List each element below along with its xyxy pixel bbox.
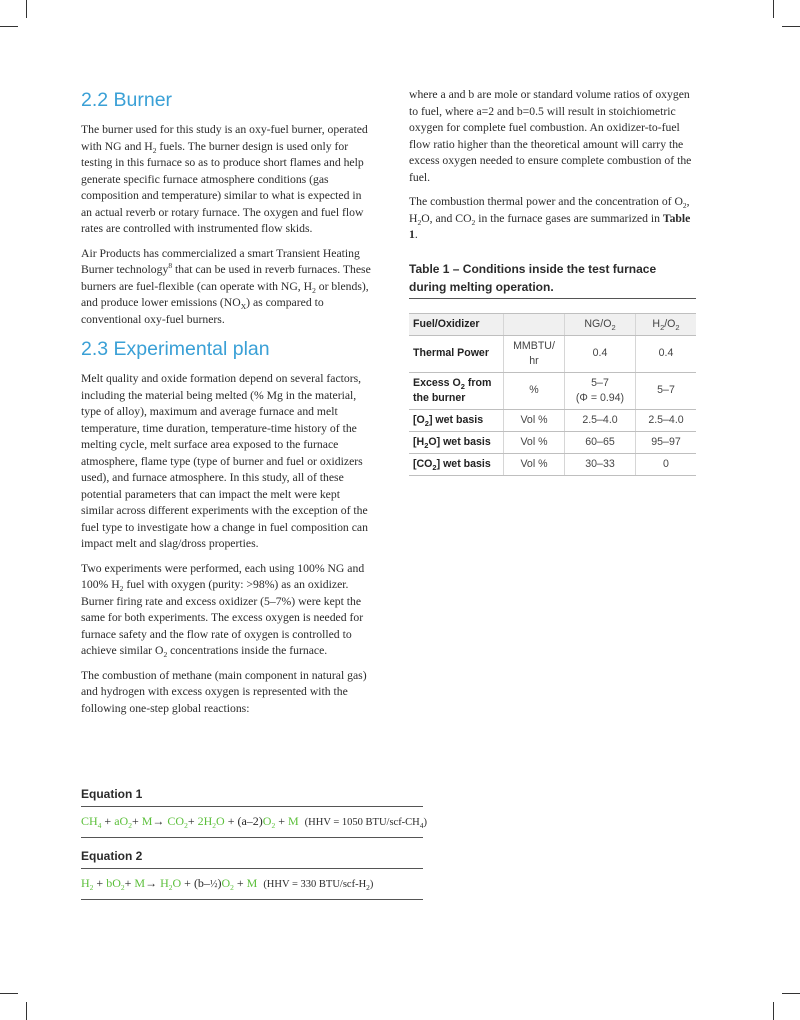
table-row: $[H_2O]$ wet basis Vol % 60–65 95–97 — [409, 431, 696, 453]
crop-mark-bottom-right-v — [773, 1002, 774, 1020]
crop-mark-bottom-left-v — [26, 1002, 27, 1020]
table-row: Excess $O_2$ from the burner % 5–7 (Φ = 0.94) 5–7 — [409, 372, 696, 409]
heading-experimental-plan: 2.3 Experimental plan — [81, 338, 270, 360]
crop-mark-bottom-left-h — [0, 993, 18, 994]
table-caption: Table 1 – Conditions inside the test furnace during melting operation. — [409, 260, 696, 299]
crop-mark-top-left-h — [0, 26, 18, 27]
paragraph-two-experiments: Two experiments were performed, each using 100% NG and 100% $H_2$ fuel with oxygen (purity: >98%) as an oxidizer. Burner firing rate and excess oxidizer (5–7%) were kept the same for both experiments. The excess oxygen is needed for furnace safety and the flow rate of oxygen is controlled to achieve similar $O_2$ concentrations inside the furnace. — [81, 561, 365, 659]
table-reference: Table 1 — [409, 211, 691, 241]
crop-mark-top-right-v — [773, 0, 774, 18]
conditions-table — [409, 313, 696, 476]
paragraph-combustion-methane: The combustion of methane (main component in natural gas) and hydrogen with excess oxygen is represented with the following one-step global reactions: — [81, 668, 367, 715]
equation-2-hhv: (HHV = 330 BTU/$scf-H_2$) — [263, 879, 374, 892]
paragraph-thermal-power: The combustion thermal power and the concentration of $O_2$, $H_2O$, and $CO_2$ in the furnace gases are summarized in Table 1. — [409, 195, 691, 241]
crop-mark-top-left-v — [26, 0, 27, 18]
right-column — [409, 87, 699, 476]
paragraph-melt-quality: Melt quality and oxide formation depend on several factors, including the material being melted (% Mg in the material, type of alloy), maximum and average furnace and melt temperature, time duration, temperature-time history of the melting cycle, melt surface area exposed to the furnace atmosphere, flame type (type of burner and fuel or oxidizers used), and furnace atmosphere. In this study, all of these potential parameters that can impact the melt were kept similar across different experiments with the exception of the fuel type to investigate how a change in fuel composition can impact melt and slag/dross properties. — [81, 372, 368, 550]
table-row: Thermal Power MMBTU/ hr 0.4 0.4 — [409, 335, 696, 372]
paragraph-burner-description: The burner used for this study is an oxy-fuel burner, operated with NG and $H_2$ fuels. The burner design is used only for testing in this furnace so as to produce short flames and help generate specific furnace atmosphere conditions (gas composition and temperature) similar to what is expected in an actual reverb or rotary furnace. The oxygen and fuel flow rates are controlled with instrumented flow skids. — [81, 123, 368, 235]
equation-2-block — [81, 848, 423, 900]
equation-2-label: Equation 2 — [81, 848, 423, 869]
equation-1-block — [81, 786, 428, 838]
crop-mark-top-right-h — [782, 26, 800, 27]
equation-2: $H_2 + bO_2+ M\to H_2O$ + $(b-\frac{1}{2})O_2 + M$ (HHV = 330 BTU/$scf-H_2$) — [81, 869, 423, 900]
paragraph-air-products: Air Products has commercialized a smart Transient Heating Burner technology$^8$ that can be used in reverb furnaces. These burners are fuel-flexible (can operate with NG, $H_2$ or blends), and produce lower emissions $(NO_X)$ as compared to conventional oxy-fuel burners. — [81, 246, 371, 326]
equation-1: $CH_4 + aO_2+ M\to CO_2+ 2H_2O + (a-2)O_2 + M$ (HHV = 1050 BTU/$scf-CH_4$) — [81, 807, 423, 838]
heading-burner: 2.2 Burner — [81, 89, 173, 111]
table-header-row: Fuel/Oxidizer $NG/O_2$ $H_2/O_2$ — [409, 313, 696, 335]
table-row: $[CO_2]$ wet basis Vol % 30–33 0 — [409, 453, 696, 475]
left-column — [81, 87, 371, 725]
table-row: $[O_2]$ wet basis Vol % 2.5–4.0 2.5–4.0 — [409, 409, 696, 431]
equation-1-hhv: (HHV = 1050 BTU/$scf-CH_4$) — [304, 817, 428, 830]
crop-mark-bottom-right-h — [782, 993, 800, 994]
equation-1-label: Equation 1 — [81, 786, 423, 807]
paragraph-mole-ratios: where a and b are mole or standard volume ratios of oxygen to fuel, where a=2 and b=0.5 will result in stoichiometric oxygen for complete fuel combustion. An oxidizer-to-fuel flow ratio higher than the theoretical amount will carry the excess oxygen needed to ensure complete combustion of the fuel. — [409, 88, 692, 184]
